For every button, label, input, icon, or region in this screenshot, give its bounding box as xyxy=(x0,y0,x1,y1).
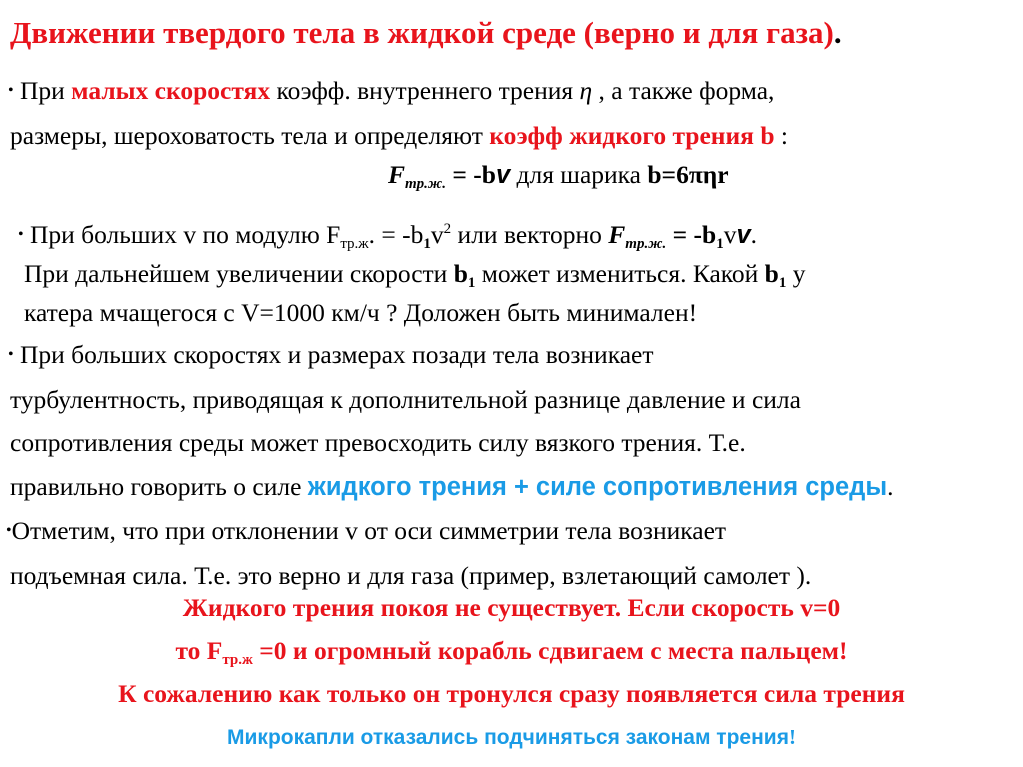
footer-microdrops: Микрокапли отказались подчиняться законам трения! xyxy=(227,725,796,749)
paragraph-turbulence-2: турбулентность, приводящая к дополнительной разнице давление и сила xyxy=(10,385,801,414)
paragraph-friction-coeff: размеры, шероховатость тела и определяют коэфф жидкого трения b : xyxy=(10,121,788,150)
paragraph-turbulence-3: сопротивления среды может превосходить силу вязкого трения. Т.е. xyxy=(10,428,746,457)
paragraph-boat: катера мчащегося с V=1000 км/ч ? Доложен быть минимален! xyxy=(24,298,698,327)
formula-viscous-friction: $F_{тр.ж.} = -bv$ для шарика b=6πηr xyxy=(388,160,729,192)
paragraph-turbulence-4: правильно говорить о силе жидкого трения + силе сопротивления среды. xyxy=(10,472,894,501)
slide-title: Движении твердого тела в жидкой среде (верно и для газа). xyxy=(10,15,842,50)
eta-symbol: η xyxy=(579,76,593,105)
bullet: • xyxy=(8,82,14,99)
conclusion-line-2: то $F_{тр.ж} =0$ и огромный корабль сдвигаем с места пальцем! xyxy=(175,636,848,668)
bullet: • xyxy=(8,346,14,363)
paragraph-turbulence-1: • При больших скоростях и размерах позади тела возникает xyxy=(8,340,654,369)
paragraph-small-speeds: • При малых скоростях коэфф. внутреннего трения η , а также форма, xyxy=(8,76,775,105)
paragraph-lift-1: •Отметим, что при отклонении v от оси симметрии тела возникает xyxy=(6,516,727,545)
conclusion-line-3: К сожалению как только он тронулся сразу появляется сила трения xyxy=(118,679,905,708)
paragraph-large-speeds: • При больших v по модулю $F_{тр.ж}$. = $-b_1v^2$ или векторно $F_{тр.ж.} = -b_1vv$. xyxy=(18,220,758,252)
paragraph-lift-2: подъемная сила. Т.е. это верно и для газа (пример, взлетающий самолет ). xyxy=(10,561,812,590)
bullet: • xyxy=(18,226,24,243)
conclusion-line-1: Жидкого трения покоя не существует. Если скорость v=0 xyxy=(182,593,841,622)
bullet: • xyxy=(6,522,12,539)
paragraph-further-speed: При дальнейшем увеличении скорости $b_1$ может измениться. Какой $b_1$ у xyxy=(24,259,806,291)
